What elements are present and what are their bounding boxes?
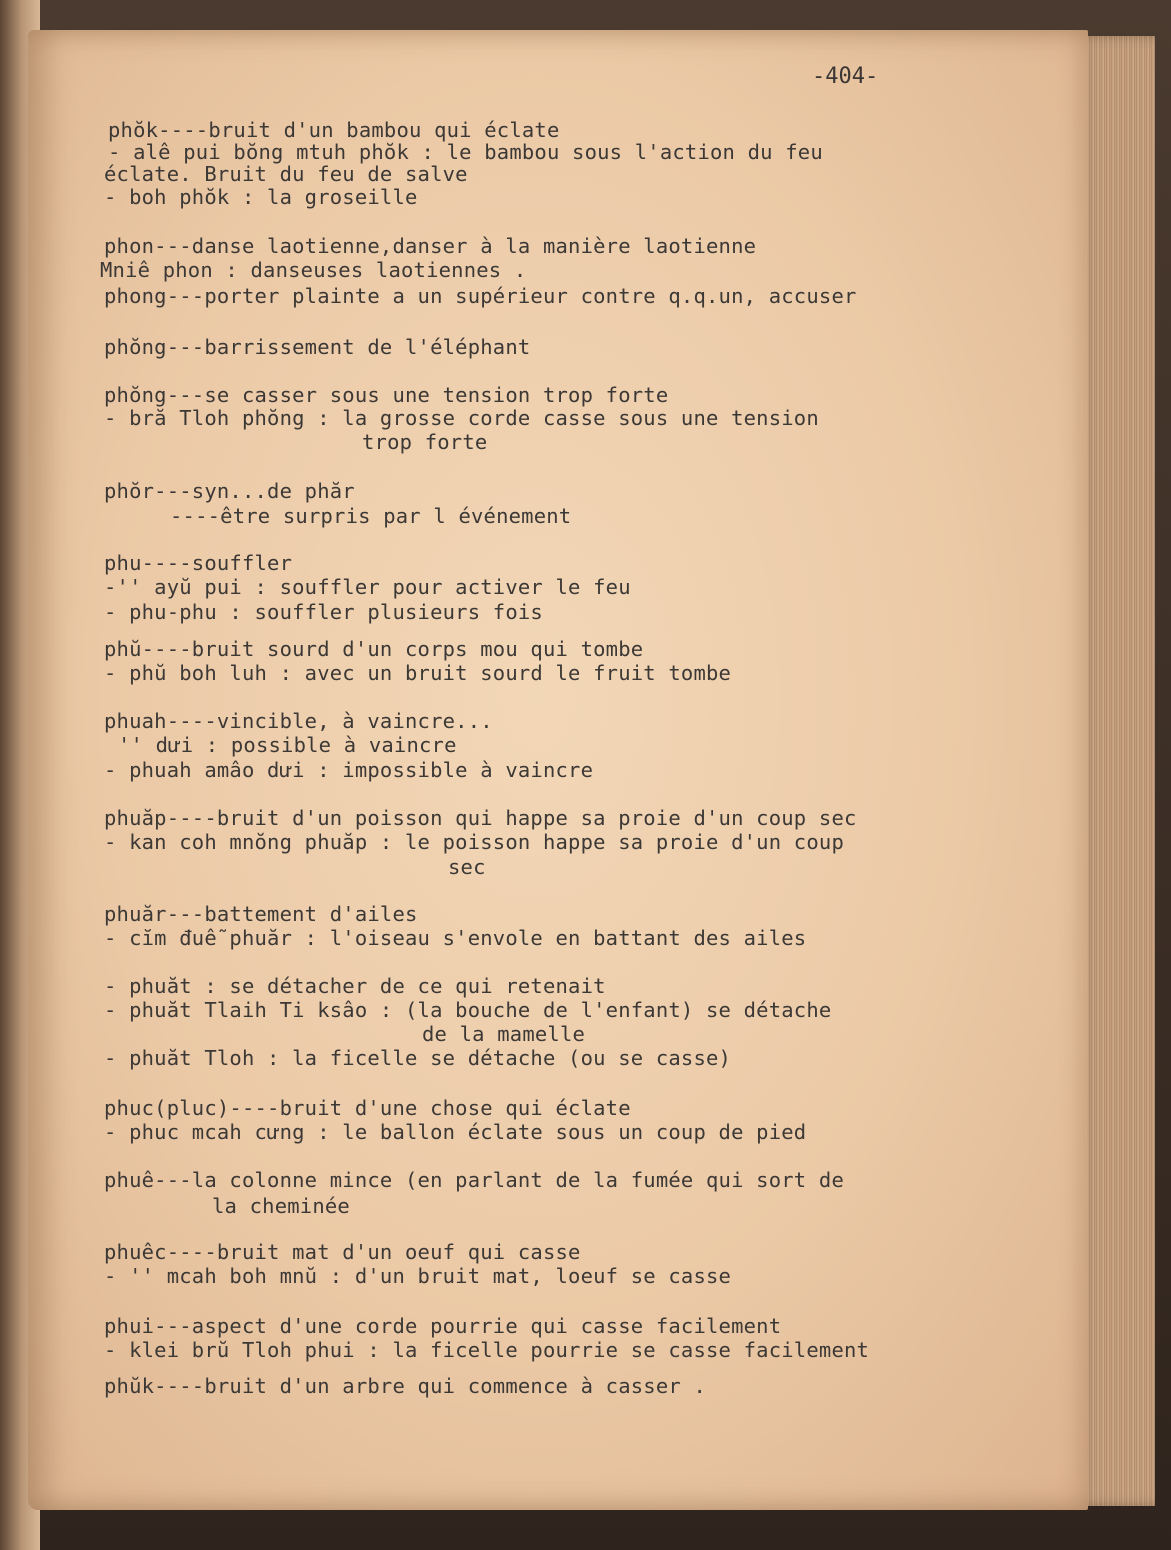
entry-line: phuăr---battement d'ailes	[104, 902, 418, 926]
entry-line: phong---porter plainte a un supérieur contre q.q.un, accuser	[104, 284, 857, 308]
entry-line: éclate. Bruit du feu de salve	[104, 162, 468, 186]
entry-line: phŭk----bruit d'un arbre qui commence à casser .	[104, 1374, 707, 1398]
entry-line: - boh phŏk : la groseille	[104, 185, 418, 209]
entry-line: de la mamelle	[422, 1022, 586, 1046]
entry-line: - phuah amâo dưi : impossible à vaincre	[104, 758, 594, 782]
entry-line: phuêc----bruit mat d'un oeuf qui casse	[104, 1240, 581, 1264]
entry-line: phŏr---syn...de phăr	[104, 479, 355, 503]
entry-line: la cheminée	[212, 1194, 350, 1218]
entry-line: - phu-phu : souffler plusieurs fois	[104, 600, 543, 624]
entry-line: - bră Tloh phŏng : la grosse corde casse sous une tension	[104, 406, 819, 430]
entry-line: -'' ayŭ pui : souffler pour activer le feu	[104, 575, 631, 599]
entry-line: trop forte	[362, 430, 488, 454]
entry-line: sec	[448, 855, 486, 879]
entry-line: Mniê phon : danseuses laotiennes .	[100, 258, 527, 282]
entry-line: - phuc mcah cưng : le ballon éclate sous un coup de pied	[104, 1120, 807, 1144]
entry-line: - alê pui bŏng mtuh phŏk : le bambou sous l'action du feu	[108, 140, 823, 164]
page-number: -404-	[812, 64, 879, 89]
entry-line: - phuăt Tloh : la ficelle se détache (ou se casse)	[104, 1046, 732, 1070]
entry-line: phui---aspect d'une corde pourrie qui casse facilement	[104, 1314, 782, 1338]
entry-line: - klei brŭ Tloh phui : la ficelle pourrie se casse facilement	[104, 1338, 870, 1362]
entry-line: ----être surpris par l événement	[170, 504, 572, 528]
entry-line: phŏng---barrissement de l'éléphant	[104, 335, 531, 359]
entry-line: phuăp----bruit d'un poisson qui happe sa proie d'un coup sec	[104, 806, 857, 830]
entry-line: phŏng---se casser sous une tension trop forte	[104, 383, 669, 407]
entry-line: - cĭm đuễ phuăr : l'oiseau s'envole en battant des ailes	[104, 926, 807, 950]
entry-line: - '' mcah boh mnŭ : d'un bruit mat, loeuf se casse	[104, 1264, 732, 1288]
entry-line: phŭ----bruit sourd d'un corps mou qui tombe	[104, 637, 644, 661]
entry-line: phŏk----bruit d'un bambou qui éclate	[108, 118, 560, 142]
entry-line: - phŭ boh luh : avec un bruit sourd le fruit tombe	[104, 661, 732, 685]
entry-line: phon---danse laotienne,danser à la manière laotienne	[104, 234, 757, 258]
entry-line: phuc(pluc)----bruit d'une chose qui éclate	[104, 1096, 631, 1120]
entry-line: '' dưi : possible à vaincre	[118, 733, 457, 757]
entry-line: - kan coh mnŏng phuăp : le poisson happe sa proie d'un coup	[104, 830, 844, 854]
entry-line: phuah----vincible, à vaincre...	[104, 709, 493, 733]
entry-line: - phuăt : se détacher de ce qui retenait	[104, 974, 606, 998]
entry-line: phu----souffler	[104, 551, 293, 575]
entry-line: phuê---la colonne mince (en parlant de la fumée qui sort de	[104, 1168, 844, 1192]
entry-line: - phuăt Tlaih Ti ksâo : (la bouche de l'enfant) se détache	[104, 998, 832, 1022]
